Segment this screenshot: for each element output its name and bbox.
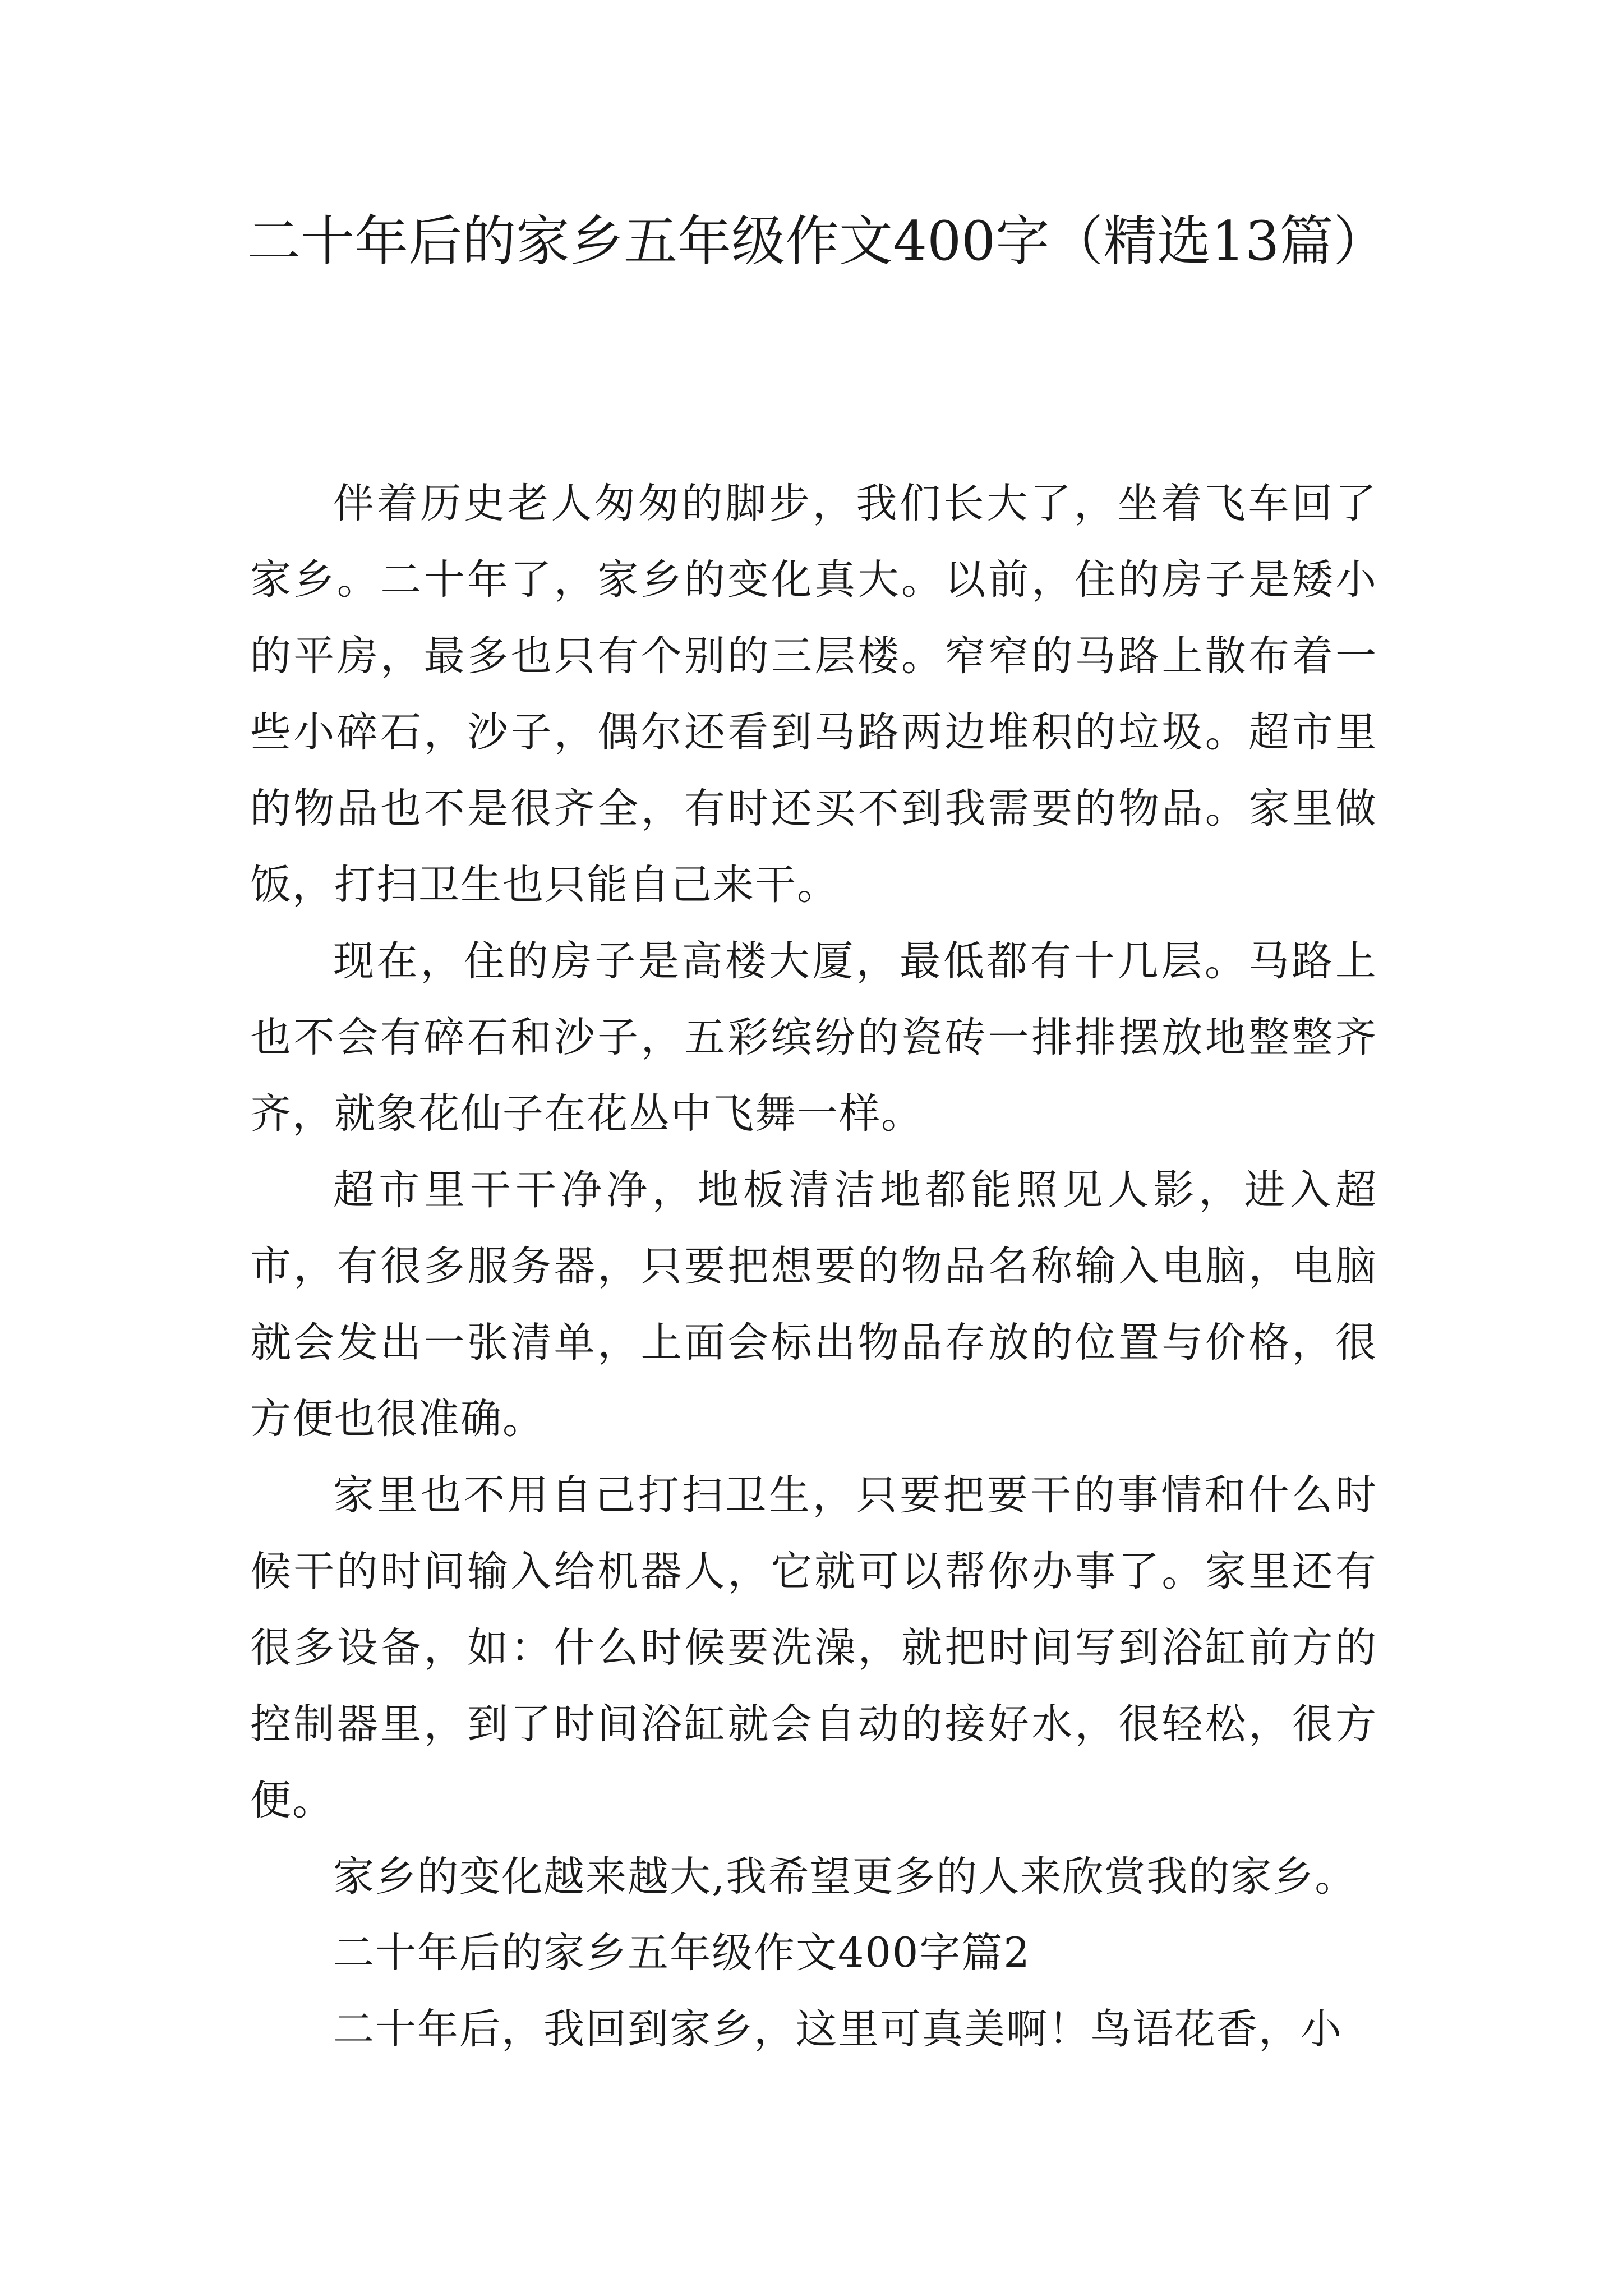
section-heading-2: 二十年后的家乡五年级作文400字篇2 bbox=[333, 1929, 1031, 1977]
paragraph-1: 伴着历史老人匆匆的脚步，我们长大了，坐着飞车回了家乡。二十年了，家乡的变化真大。以前，住的房子是矮小的平房，最多也只有个别的三层楼。窄窄的马路上散布着一些小碎石，沙子，偶尔还看到马路两边堆积的垃圾。超市里的物品也不是很齐全，有时还买不到我需要的物品。家里做饭，打扫卫生也只能自己来干。 bbox=[250, 480, 1377, 909]
paragraph-4: 家里也不用自己打扫卫生，只要把要干的事情和什么时候干的时间输入给机器人，它就可以帮你办事了。家里还有很多设备，如：什么时候要洗澡，就把时间写到浴缸前方的控制器里，到了时间浴缸就会自动的接好水，很轻松，很方便。 bbox=[250, 1471, 1377, 1824]
paragraph-6: 二十年后，我回到家乡，这里可真美啊！鸟语花香，小 bbox=[333, 2005, 1343, 2053]
paragraph-2: 现在，住的房子是高楼大厦，最低都有十几层。马路上也不会有碎石和沙子，五彩缤纷的瓷砖一排排摆放地整整齐齐，就象花仙子在花丛中飞舞一样。 bbox=[250, 937, 1377, 1138]
document-body bbox=[250, 466, 1377, 2068]
document-title: 二十年后的家乡五年级作文400字（精选13篇） bbox=[247, 210, 1387, 273]
paragraph-3: 超市里干干净净，地板清洁地都能照见人影，进入超市，有很多服务器，只要把想要的物品名称输入电脑，电脑就会发出一张清单，上面会标出物品存放的位置与价格，很方便也很准确。 bbox=[250, 1166, 1377, 1443]
paragraph-5: 家乡的变化越来越大,我希望更多的人来欣赏我的家乡。 bbox=[333, 1853, 1357, 1901]
